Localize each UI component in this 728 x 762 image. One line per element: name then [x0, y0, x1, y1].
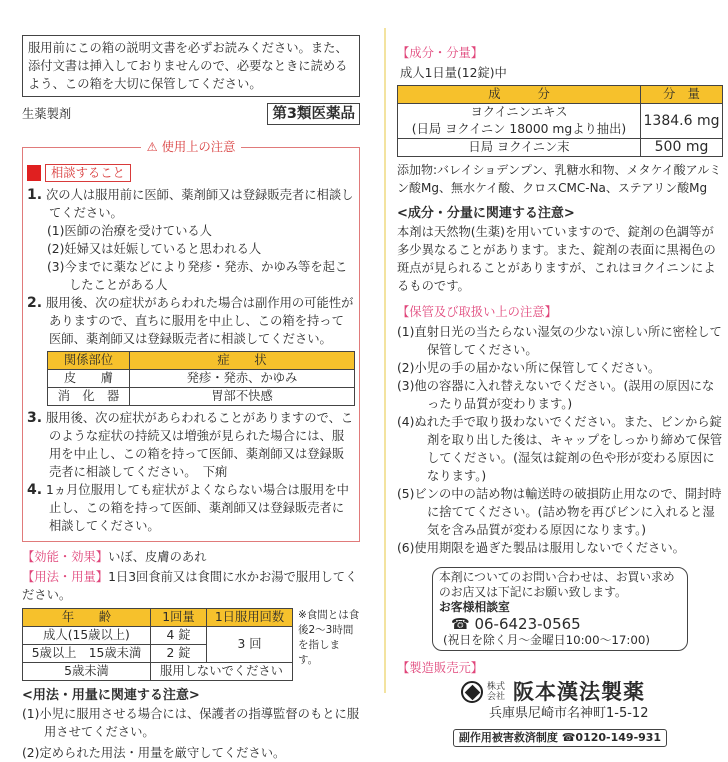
header-cell: 1日服用回数 — [207, 609, 293, 627]
ingredient-notes-title: <成分・分量に関連する注意> — [397, 206, 575, 221]
item-number: 2. — [27, 295, 43, 311]
sub-item: (2)妊婦又は妊娠していると思われる人 — [47, 242, 262, 256]
storage-label: 【保管及び取扱い上の注意】 — [397, 305, 557, 319]
table-row — [48, 388, 355, 406]
consult-header — [27, 164, 355, 182]
header-cell: 関係部位 — [48, 352, 130, 370]
header-cell: 症 状 — [130, 352, 355, 370]
cell: 皮 膚 — [48, 370, 130, 388]
cell: 4 錠 — [151, 627, 207, 645]
warning-item-3 — [27, 409, 355, 481]
ingredients-sub: 成人1日量(12錠)中 — [400, 66, 507, 80]
warning-box — [22, 140, 360, 542]
cell: 胃部不快感 — [130, 388, 355, 406]
contact-title: お客様相談室 — [439, 600, 510, 614]
efficacy — [22, 548, 360, 566]
list-item: (2)定められた用法・用量を厳守してください。 — [22, 746, 286, 760]
cell — [398, 104, 641, 139]
item-number: 3. — [27, 410, 43, 426]
maker-address: 兵庫県尼崎市名神町1-5-12 — [489, 706, 649, 721]
cell: 成人(15歳以上) — [23, 627, 151, 645]
contact-box — [432, 567, 688, 651]
efficacy-text: いぼ、皮膚のあれ — [108, 550, 207, 564]
table-header — [23, 609, 293, 627]
warning-title: ⚠ 使用上の注意 — [23, 138, 359, 156]
header-cell: 年 齢 — [23, 609, 151, 627]
dosage-text: 1日3回食前又は食間に水かお湯で服用してください。 — [22, 570, 358, 602]
list-item: (4)ぬれた手で取り扱わないでください。また、ビンから錠剤を取り出した後は、キャップをしっかり締めて保管してください。(湿気は錠剤の色や形が変わる原因になります。) — [397, 415, 723, 483]
gift-icon — [27, 165, 41, 181]
table-row — [398, 139, 723, 157]
list-item: (6)使用期限を過ぎた製品は服用しないでください。 — [397, 541, 685, 555]
intro-box — [22, 35, 360, 97]
table-header — [398, 86, 723, 104]
cell: 5歳未満 — [23, 663, 151, 681]
header-cell: 成 分 — [398, 86, 641, 104]
contact-text: 本剤についてのお問い合わせは、お買い求めのお店又は下記にお願い致します。 — [439, 570, 675, 599]
item-number: 4. — [27, 482, 43, 498]
symptom-table-wrap — [27, 351, 355, 406]
table-row — [23, 627, 293, 645]
dosage-note: ※食間とは食後2〜3時間を指します。 — [298, 609, 360, 666]
item-text: 次の人は服用前に医師、薬剤師又は登録販売者に相談してください。 — [45, 188, 354, 220]
company-logo-icon — [461, 681, 483, 703]
sub-item: (1)医師の治療を受けている人 — [47, 224, 212, 238]
dosage-table — [22, 608, 293, 681]
table-row — [48, 370, 355, 388]
maker-logo — [461, 679, 723, 705]
cell: 日局 ヨクイニン末 — [398, 139, 641, 157]
list-item: (3)他の容器に入れ替えないでください。(誤用の原因になったり品質が変わります。) — [397, 379, 715, 411]
storage-items — [397, 323, 723, 557]
warning-icon: ⚠ — [146, 140, 158, 154]
table-row — [398, 104, 723, 139]
warning-item-4 — [27, 481, 355, 535]
item-text: 1ヵ月位服用しても症状がよくならない場合は服用を中止し、この箱を持って医師、薬剤師又は登録販売者に相談してください。 — [45, 483, 349, 533]
right-column — [397, 44, 723, 747]
cell: 1384.6 mg — [641, 104, 723, 139]
efficacy-label: 【効能・効果】 — [22, 550, 109, 564]
additives: 添加物:バレイショデンプン、乳糖水和物、メタケイ酸アルミン酸Mg、無水ケイ酸、クロスCMC-Na、ステアリン酸Mg — [397, 163, 722, 195]
cell: 500 mg — [641, 139, 723, 157]
cell: 3 回 — [207, 627, 293, 663]
consult-label: 相談すること — [45, 164, 131, 182]
header-cell: 分 量 — [641, 86, 723, 104]
list-item: (5)ビンの中の詰め物は輸送時の破損防止用なので、開封時に捨ててください。(詰め物を再びビンに入れると湿気を含み品質が変わる原因になります。) — [397, 487, 722, 537]
category: 生薬製剤 — [22, 107, 72, 121]
cell: 消 化 器 — [48, 388, 130, 406]
category-row — [22, 103, 360, 125]
phone-icon: ☎ — [451, 615, 470, 633]
cell: 5歳以上 15歳未満 — [23, 645, 151, 663]
table-row — [23, 663, 293, 681]
maker-label: 【製造販売元】 — [397, 661, 484, 675]
contact-phone-row — [439, 615, 681, 633]
logo-diamond — [464, 684, 480, 700]
maker-corp: 株式会社 — [487, 682, 506, 702]
contact-hours: (祝日を除く月〜金曜日10:00〜17:00) — [443, 633, 650, 647]
dosage-label: 【用法・用量】 — [22, 570, 109, 584]
symptom-table — [47, 351, 355, 406]
cell: 2 錠 — [151, 645, 207, 663]
list-item: (1)直射日光の当たらない湿気の少ない涼しい所に密栓して保管してください。 — [397, 325, 722, 357]
ingredients-table — [397, 85, 723, 157]
cell: 服用しないでください — [151, 663, 293, 681]
ingredient-name: ヨクイニンエキス — [470, 105, 568, 119]
item-number: 1. — [27, 187, 43, 203]
warning-items — [27, 186, 355, 535]
relief-system: 副作用被害救済制度 ☎0120-149-931 — [453, 729, 667, 747]
list-item: (2)小児の手の届かない所に保管してください。 — [397, 361, 661, 375]
sub-item: (3)今までに薬などにより発疹・発赤、かゆみ等を起こしたことがある人 — [47, 260, 348, 292]
dosage-notes-title: <用法・用量に関連する注意> — [22, 688, 200, 703]
dosage-notes — [22, 705, 360, 762]
warning-item-2 — [27, 294, 355, 348]
ingredient-source: (日局 ヨクイニン 18000 mgより抽出) — [411, 122, 627, 136]
item-text: 服用後、次の症状があらわれた場合は副作用の可能性がありますので、直ちに服用を中止し、この箱を持って医師、薬剤師又は登録販売者に相談してください。 — [45, 296, 354, 346]
drug-class-badge: 第3類医薬品 — [267, 103, 360, 125]
warning-item-1 — [27, 186, 355, 222]
list-item: (1)小児に服用させる場合には、保護者の指導監督のもとに服用させてください。 — [22, 707, 360, 739]
maker-name: 阪本漢法製薬 — [513, 679, 645, 704]
header-cell: 1回量 — [151, 609, 207, 627]
column-divider — [384, 28, 386, 693]
cell: 発疹・発赤、かゆみ — [130, 370, 355, 388]
contact-phone[interactable]: 06-6423-0565 — [474, 615, 581, 633]
ingredient-notes-text: 本剤は天然物(生薬)を用いていますので、錠剤の色調等が多少異なることがあります。また、錠剤の表面に黒褐色の斑点が見られることがありますが、これはヨクイニンによるものです。 — [397, 225, 716, 293]
left-column — [22, 35, 360, 762]
intro-text: 服用前にこの箱の説明文書を必ずお読みください。また、添付文書は挿入しておりませんので、必要なときに読めるよう、この箱を大切に保管してください。 — [28, 41, 348, 91]
ingredients-label: 【成分・分量】 — [397, 46, 484, 60]
dosage — [22, 568, 360, 604]
sub-items — [27, 222, 355, 294]
item-text: 服用後、次の症状があらわれることがありますので、このような症状の持続又は増強が見られた場合には、服用を中止し、この箱を持って医師、薬剤師又は登録販売者に相談してください。 下痢 — [45, 411, 354, 479]
table-header — [48, 352, 355, 370]
dosage-row — [22, 608, 360, 681]
